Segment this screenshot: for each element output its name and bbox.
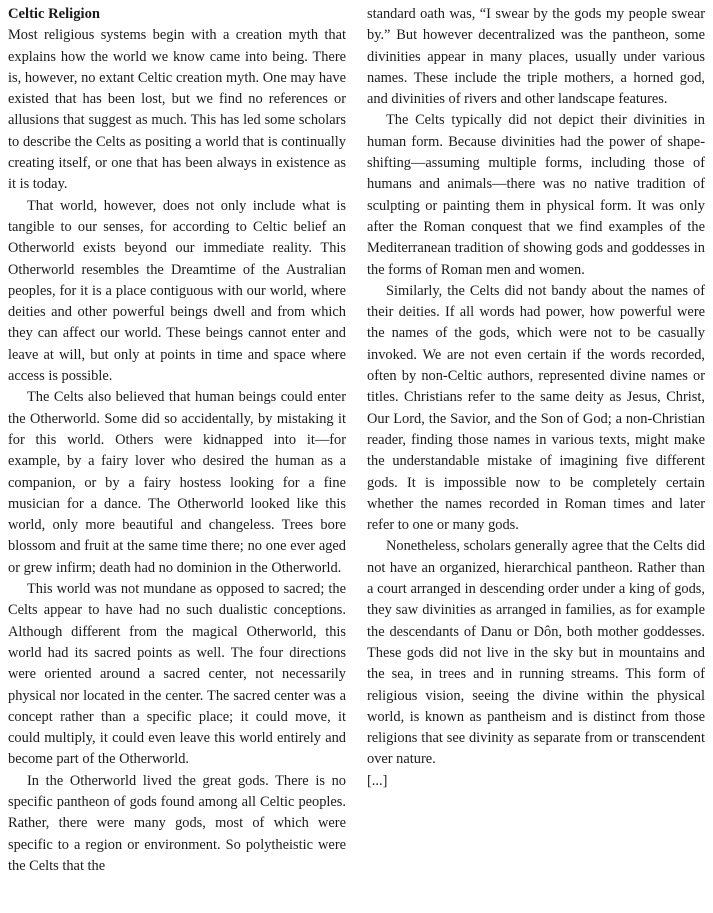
right-column bbox=[367, 4, 705, 792]
paragraph: Most religious systems begin with a creation myth that explains how the world we know came into being. There is, however, no extant Celtic creation myth. One may have existed that has been lost, but we find no references or allusions that suggest as much. This has led some scholars to describe the Celts as positing a world that is continually creating itself, or one that has been always in existence as it is today. bbox=[8, 27, 346, 193]
omission-marker: [...] bbox=[367, 772, 388, 789]
paragraph: Nonetheless, scholars generally agree that the Celts did not have an organized, hierarchical pantheon. Rather than a court arranged in descending order under a king of gods, they saw divinities as arranged in families, as for example the descendants of Danu or Dôn, both mother goddesses. These gods did not live in the sky but in mountains and the sea, in trees and in running streams. This form of religious vision, seeing the divine within the physical world, is known as pantheism and is distinct from those religions that see divinity as separate from or transcendent over nature. bbox=[367, 538, 705, 768]
paragraph: In the Otherworld lived the great gods. There is no specific pantheon of gods found among all Celtic peoples. Rather, there were many gods, most of which were specific to a region or environment. So polytheistic were the Celts that the bbox=[8, 772, 346, 874]
paragraph: This world was not mundane as opposed to sacred; the Celts appear to have had no such dualistic conceptions. Although different from the magical Otherworld, this world had its sacred points as well. The four directions were oriented around a sacred center, not necessarily physical nor located in the center. The sacred center was a concept rather than a specific place; it could move, it could multiply, it could even leave this world entirely and become part of the Otherworld. bbox=[8, 581, 346, 768]
section-heading: Celtic Religion bbox=[8, 6, 101, 22]
paragraph: The Celts also believed that human beings could enter the Otherworld. Some did so accidentally, by mistaking it for this world. Others were kidnapped into it—for example, by a fairy lover who desired the human as a companion, or by a fairy hostess looking for a fine musician for a dance. The Otherworld looked like this world, only more beautiful and changeless. Trees bore blossom and fruit at the same time there; no one ever aged or grew infirm; death had no dominion in the Otherworld. bbox=[8, 389, 346, 576]
left-column bbox=[8, 4, 346, 877]
paragraph: The Celts typically did not depict their divinities in human form. Because divinities had the power of shape-shifting—assuming multiple forms, including those of humans and animals—there was no native tradition of sculpting or painting them in physical form. It was only after the Roman conquest that we find examples of the Mediterranean tradition of showing gods and goddesses in the forms of Roman men and women. bbox=[367, 112, 705, 278]
paragraph: Similarly, the Celts did not bandy about the names of their deities. If all words had power, how powerful were the names of the gods, which were not to be casually invoked. We are not even certain if the words recorded, often by non-Celtic authors, represented divine names or titles. Christians refer to the same deity as Jesus, Christ, Our Lord, the Savior, and the Son of God; a non-Christian reader, finding those names in various texts, might make the understandable mistake of imagining five different gods. It is impossible now to be completely certain whether the names recorded in Roman times and later refer to one or many gods. bbox=[367, 282, 705, 534]
paragraph: That world, however, does not only include what is tangible to our senses, for according to Celtic belief an Otherworld exists beyond our immediate reality. This Otherworld resembles the Dreamtime of the Australian peoples, for it is a place contiguous with our world, where deities and other powerful beings dwell and from which they can affect our world. These beings cannot enter and leave at will, but only at points in time and space where access is possible. bbox=[8, 197, 346, 385]
paragraph-continued: standard oath was, “I swear by the gods my people swear by.” But however decentralized was the pantheon, some divinities appear in many places, usually under various names. These include the triple mothers, a horned god, and divinities of rivers and other landscape features. bbox=[367, 6, 705, 108]
